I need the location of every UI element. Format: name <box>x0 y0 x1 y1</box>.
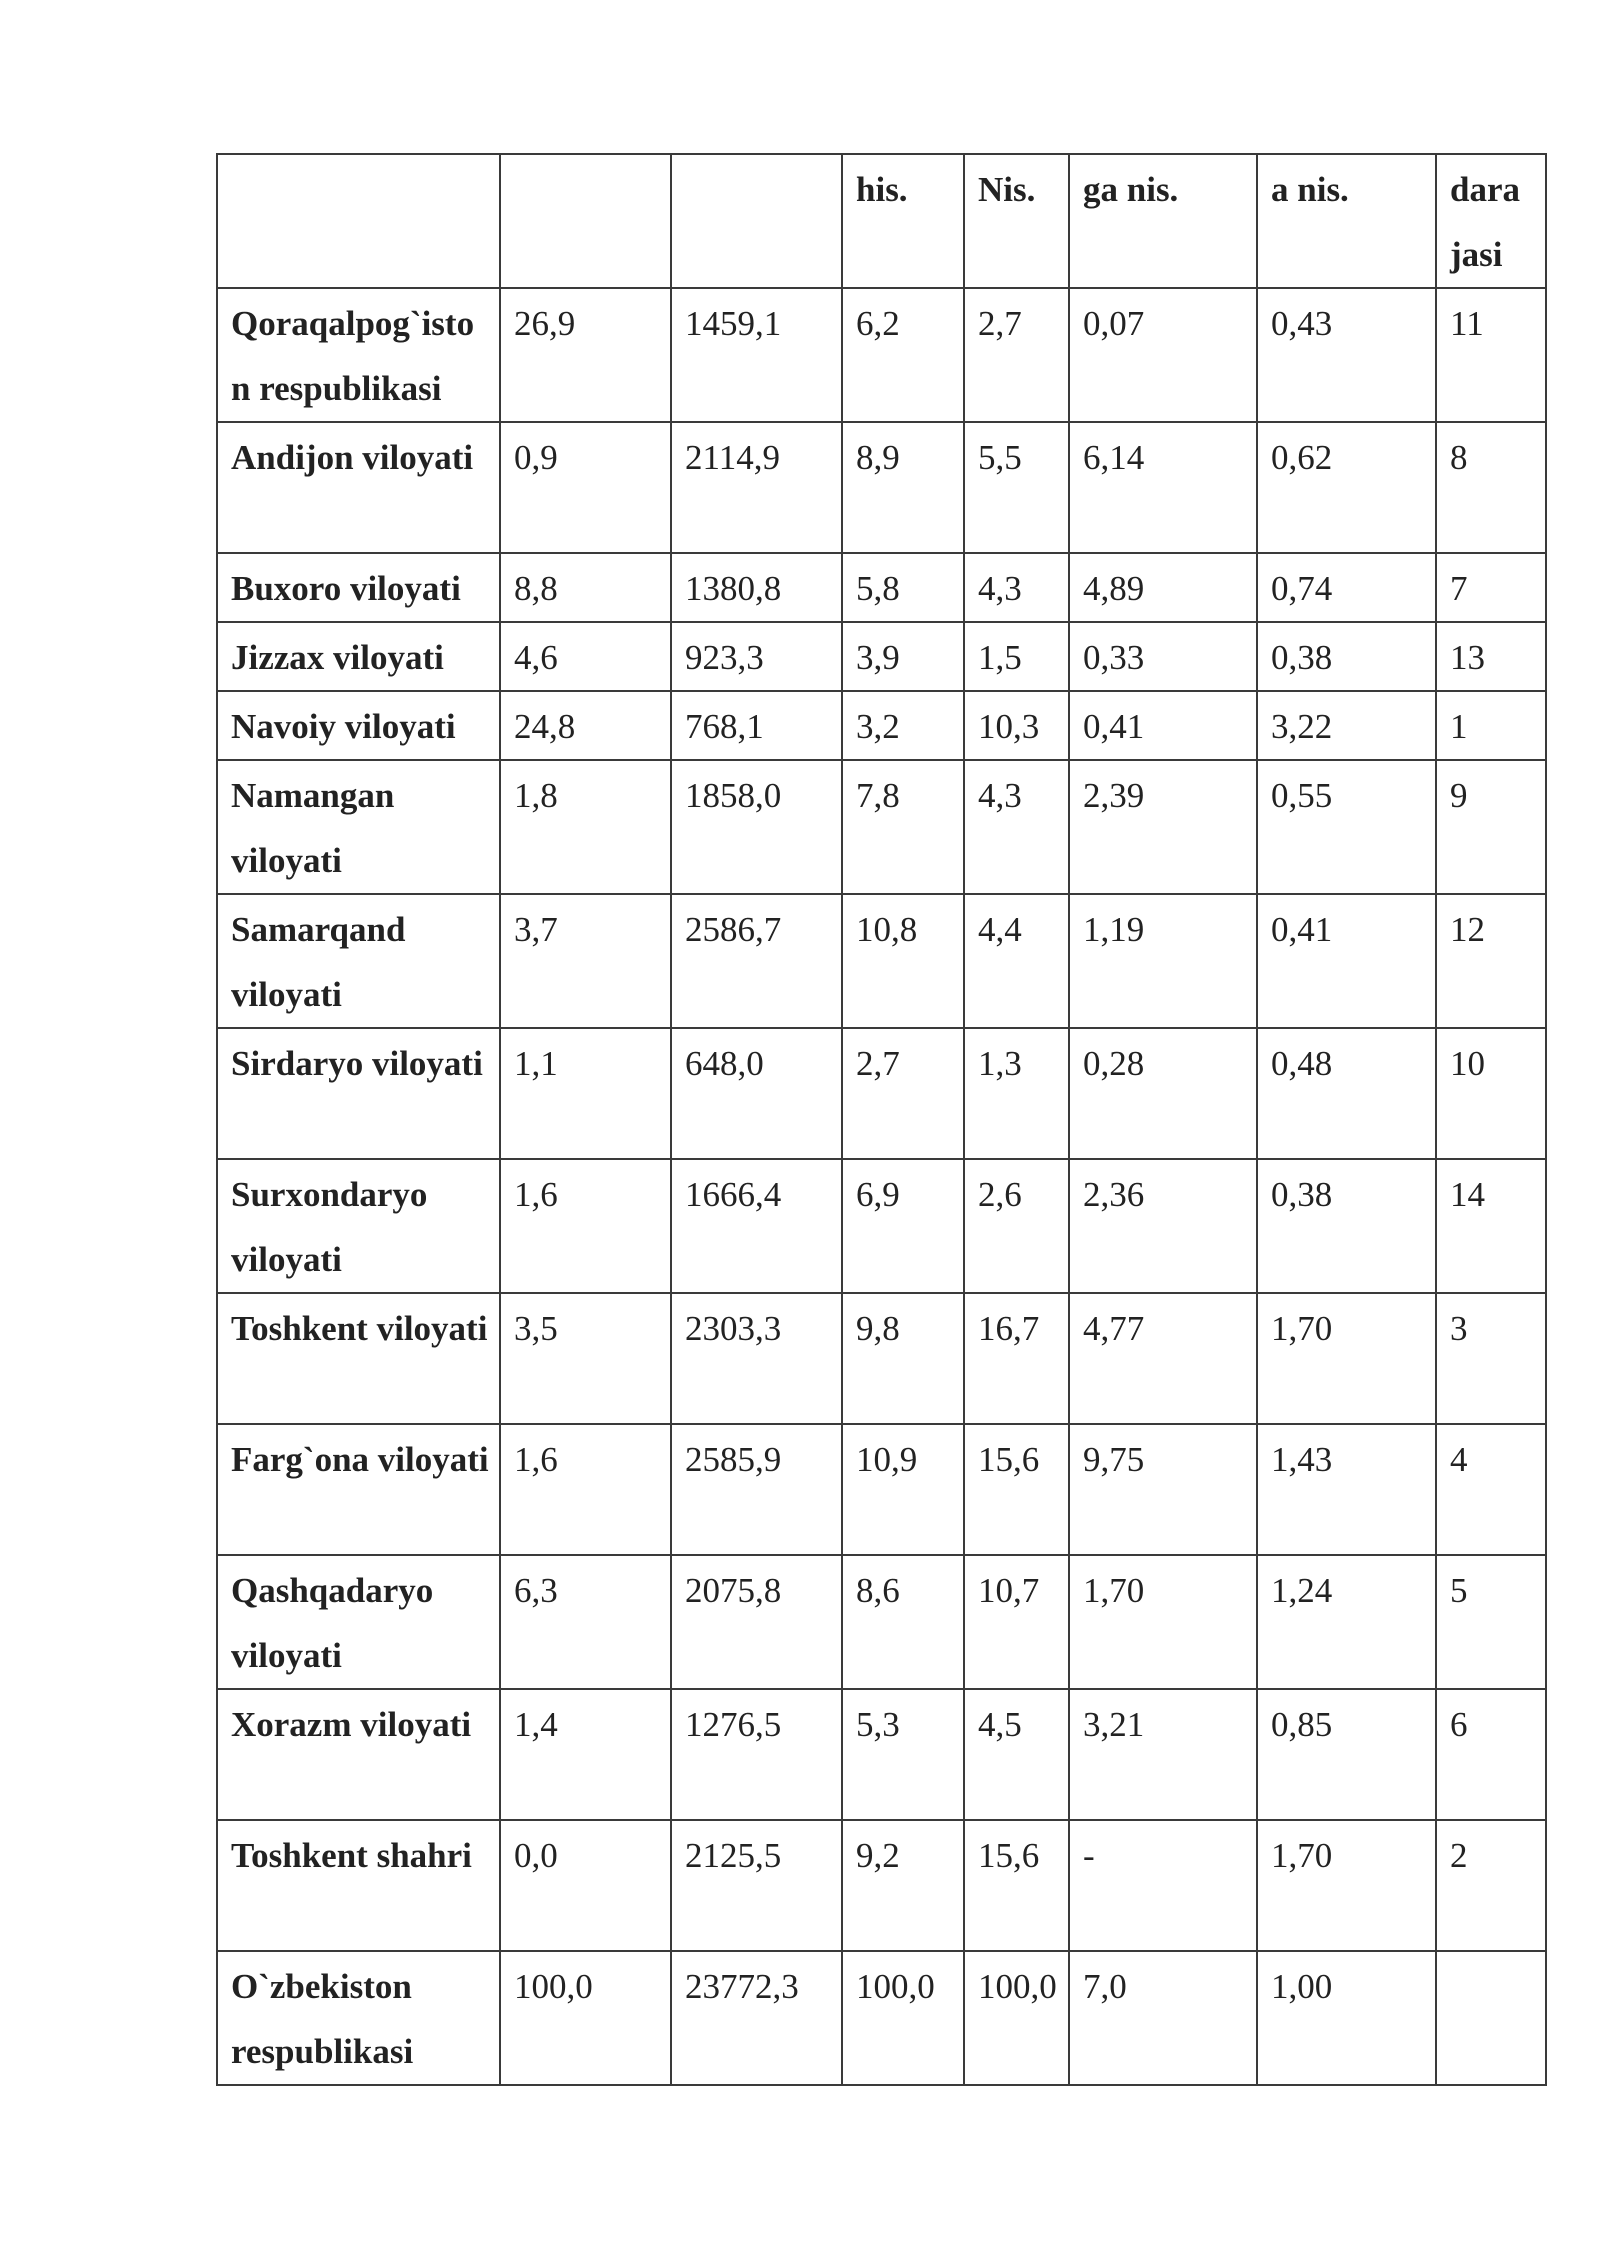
table-cell: 0,38 <box>1257 1159 1436 1293</box>
header-cell <box>217 154 500 288</box>
table-cell: 4,3 <box>964 760 1069 894</box>
table-cell: 648,0 <box>671 1028 842 1159</box>
table-cell: 0,28 <box>1069 1028 1257 1159</box>
rank-cell: 1 <box>1436 691 1546 760</box>
region-name-cell: Surxondaryo viloyati <box>217 1159 500 1293</box>
region-name-cell: Navoiy viloyati <box>217 691 500 760</box>
table-cell: 2,39 <box>1069 760 1257 894</box>
region-name-cell: O`zbekiston respublikasi <box>217 1951 500 2085</box>
table-cell: 4,5 <box>964 1689 1069 1820</box>
table-cell: 1,5 <box>964 622 1069 691</box>
table-row <box>217 1424 1546 1555</box>
rank-cell: 12 <box>1436 894 1546 1028</box>
rank-cell: 4 <box>1436 1424 1546 1555</box>
table-cell: 1,8 <box>500 760 671 894</box>
table-cell: 1459,1 <box>671 288 842 422</box>
table-cell: 1276,5 <box>671 1689 842 1820</box>
table-cell: 8,9 <box>842 422 964 553</box>
table-cell: 1,3 <box>964 1028 1069 1159</box>
table-cell: 7,0 <box>1069 1951 1257 2085</box>
table-cell: 3,7 <box>500 894 671 1028</box>
table-cell: 4,4 <box>964 894 1069 1028</box>
table-cell: 0,62 <box>1257 422 1436 553</box>
region-name-cell: Toshkent shahri <box>217 1820 500 1951</box>
rank-cell: 11 <box>1436 288 1546 422</box>
table-cell: 10,7 <box>964 1555 1069 1689</box>
table-cell: 26,9 <box>500 288 671 422</box>
table-cell: 100,0 <box>842 1951 964 2085</box>
table-cell: 1,19 <box>1069 894 1257 1028</box>
table-cell: 0,48 <box>1257 1028 1436 1159</box>
table-cell: 2,36 <box>1069 1159 1257 1293</box>
table-cell: 10,3 <box>964 691 1069 760</box>
table-cell: 0,07 <box>1069 288 1257 422</box>
table-header-row <box>217 154 1546 288</box>
table-cell: 1,6 <box>500 1159 671 1293</box>
table-cell: 1,70 <box>1257 1820 1436 1951</box>
header-cell <box>671 154 842 288</box>
table-cell: 0,9 <box>500 422 671 553</box>
table-cell: 5,8 <box>842 553 964 622</box>
table-row <box>217 1555 1546 1689</box>
region-name-cell: Qashqadaryo viloyati <box>217 1555 500 1689</box>
table-row <box>217 894 1546 1028</box>
table-cell: - <box>1069 1820 1257 1951</box>
region-name-cell: Namangan viloyati <box>217 760 500 894</box>
table-cell: 4,77 <box>1069 1293 1257 1424</box>
table-cell: 2586,7 <box>671 894 842 1028</box>
table-cell: 3,2 <box>842 691 964 760</box>
region-name-cell: Jizzax viloyati <box>217 622 500 691</box>
table-cell: 1,70 <box>1257 1293 1436 1424</box>
region-name-cell: Toshkent viloyati <box>217 1293 500 1424</box>
table-cell: 1,43 <box>1257 1424 1436 1555</box>
rank-cell: 10 <box>1436 1028 1546 1159</box>
header-cell: ga nis. <box>1069 154 1257 288</box>
rank-cell: 7 <box>1436 553 1546 622</box>
rank-cell: 13 <box>1436 622 1546 691</box>
region-name-cell: Sirdaryo viloyati <box>217 1028 500 1159</box>
table-cell: 5,5 <box>964 422 1069 553</box>
table-cell: 2075,8 <box>671 1555 842 1689</box>
table-cell: 3,5 <box>500 1293 671 1424</box>
region-name-cell: Farg`ona viloyati <box>217 1424 500 1555</box>
table-cell: 15,6 <box>964 1820 1069 1951</box>
table-cell: 1,4 <box>500 1689 671 1820</box>
rank-cell: 2 <box>1436 1820 1546 1951</box>
table-cell: 923,3 <box>671 622 842 691</box>
table-cell: 0,85 <box>1257 1689 1436 1820</box>
table-cell: 0,43 <box>1257 288 1436 422</box>
table-cell: 4,89 <box>1069 553 1257 622</box>
table-row <box>217 1293 1546 1424</box>
rank-cell <box>1436 1951 1546 2085</box>
table-cell: 1858,0 <box>671 760 842 894</box>
table-cell: 1,00 <box>1257 1951 1436 2085</box>
table-row <box>217 760 1546 894</box>
region-name-cell: Buxoro viloyati <box>217 553 500 622</box>
rank-cell: 6 <box>1436 1689 1546 1820</box>
table-cell: 2125,5 <box>671 1820 842 1951</box>
rank-cell: 14 <box>1436 1159 1546 1293</box>
rank-cell: 3 <box>1436 1293 1546 1424</box>
table-cell: 0,55 <box>1257 760 1436 894</box>
table-cell: 9,2 <box>842 1820 964 1951</box>
table-cell: 24,8 <box>500 691 671 760</box>
table-cell: 16,7 <box>964 1293 1069 1424</box>
table-row <box>217 691 1546 760</box>
table-cell: 1,24 <box>1257 1555 1436 1689</box>
table-cell: 3,9 <box>842 622 964 691</box>
table-cell: 5,3 <box>842 1689 964 1820</box>
table-row <box>217 1820 1546 1951</box>
table-row-total <box>217 1951 1546 2085</box>
table-cell: 9,8 <box>842 1293 964 1424</box>
table-row <box>217 622 1546 691</box>
table-cell: 7,8 <box>842 760 964 894</box>
table-cell: 4,6 <box>500 622 671 691</box>
table-cell: 2114,9 <box>671 422 842 553</box>
table-cell: 6,3 <box>500 1555 671 1689</box>
table-cell: 4,3 <box>964 553 1069 622</box>
table-cell: 3,21 <box>1069 1689 1257 1820</box>
regional-statistics-table <box>216 153 1547 2086</box>
table-cell: 0,41 <box>1257 894 1436 1028</box>
table-row <box>217 288 1546 422</box>
table-row <box>217 1159 1546 1293</box>
region-name-cell: Xorazm viloyati <box>217 1689 500 1820</box>
table-cell: 1380,8 <box>671 553 842 622</box>
header-cell: dara jasi <box>1436 154 1546 288</box>
region-name-cell: Samarqand viloyati <box>217 894 500 1028</box>
table-cell: 1,70 <box>1069 1555 1257 1689</box>
table-cell: 6,9 <box>842 1159 964 1293</box>
table-cell: 768,1 <box>671 691 842 760</box>
table-cell: 1,6 <box>500 1424 671 1555</box>
table-cell: 100,0 <box>500 1951 671 2085</box>
rank-cell: 5 <box>1436 1555 1546 1689</box>
table-cell: 0,38 <box>1257 622 1436 691</box>
table-cell: 2,6 <box>964 1159 1069 1293</box>
rank-cell: 8 <box>1436 422 1546 553</box>
table-row <box>217 1028 1546 1159</box>
table-cell: 6,2 <box>842 288 964 422</box>
table-cell: 0,41 <box>1069 691 1257 760</box>
header-cell: Nis. <box>964 154 1069 288</box>
table-cell: 100,0 <box>964 1951 1069 2085</box>
region-name-cell: Qoraqalpog`iston respublikasi <box>217 288 500 422</box>
table-cell: 2,7 <box>842 1028 964 1159</box>
table-cell: 8,6 <box>842 1555 964 1689</box>
rank-cell: 9 <box>1436 760 1546 894</box>
table-cell: 1,1 <box>500 1028 671 1159</box>
header-cell: a nis. <box>1257 154 1436 288</box>
table-row <box>217 1689 1546 1820</box>
table-cell: 15,6 <box>964 1424 1069 1555</box>
table-cell: 2303,3 <box>671 1293 842 1424</box>
table-cell: 3,22 <box>1257 691 1436 760</box>
table-cell: 10,8 <box>842 894 964 1028</box>
region-name-cell: Andijon viloyati <box>217 422 500 553</box>
table-cell: 2585,9 <box>671 1424 842 1555</box>
table-row <box>217 553 1546 622</box>
table-cell: 0,33 <box>1069 622 1257 691</box>
table-row <box>217 422 1546 553</box>
table-cell: 0,74 <box>1257 553 1436 622</box>
table-cell: 6,14 <box>1069 422 1257 553</box>
table-cell: 10,9 <box>842 1424 964 1555</box>
table-cell: 1666,4 <box>671 1159 842 1293</box>
table-cell: 9,75 <box>1069 1424 1257 1555</box>
table-cell: 0,0 <box>500 1820 671 1951</box>
table-cell: 2,7 <box>964 288 1069 422</box>
table-cell: 8,8 <box>500 553 671 622</box>
header-cell: his. <box>842 154 964 288</box>
header-cell <box>500 154 671 288</box>
table-cell: 23772,3 <box>671 1951 842 2085</box>
